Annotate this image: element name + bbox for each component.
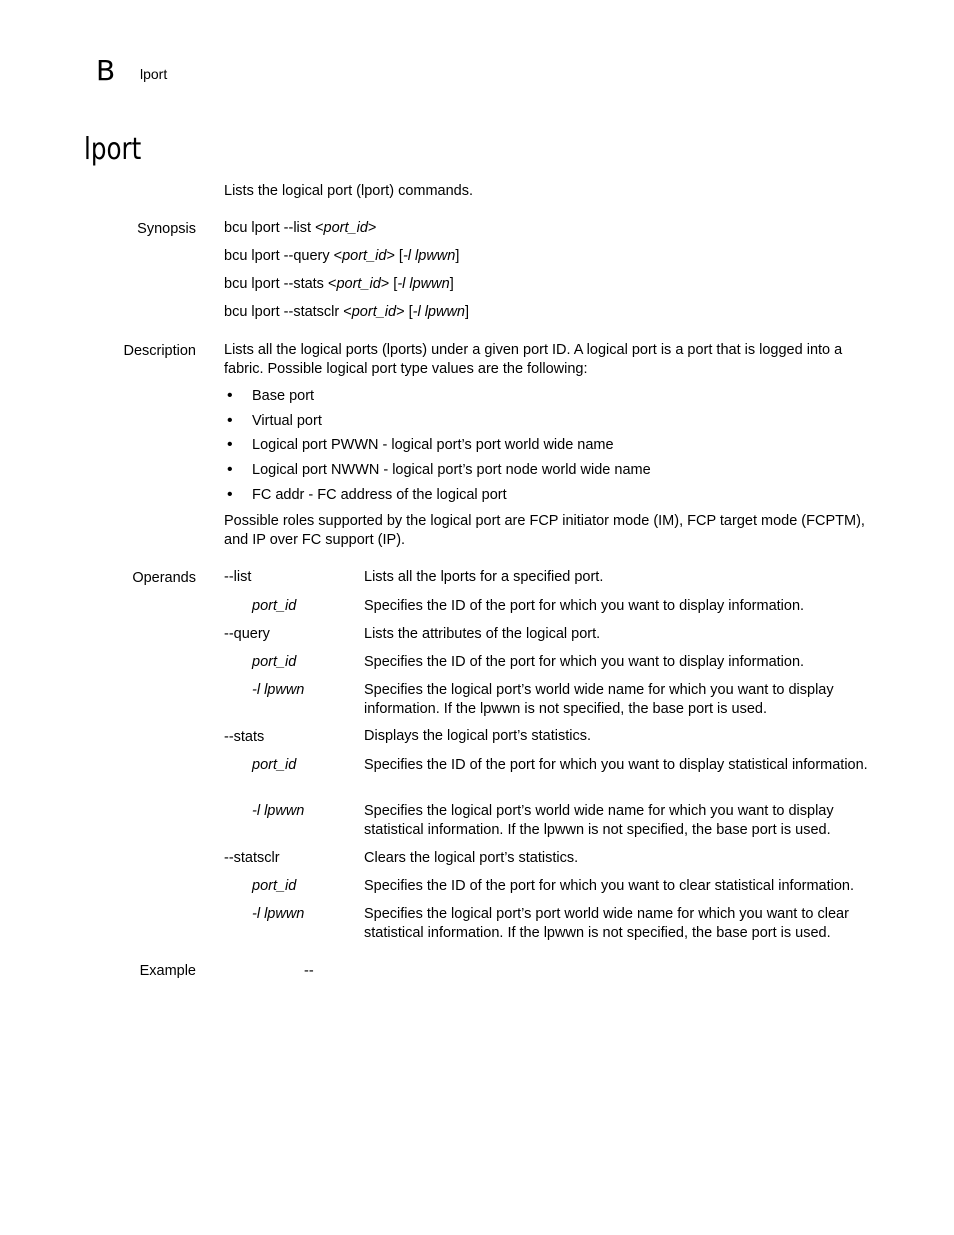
synopsis-prefix: bcu lport --	[224, 248, 294, 264]
synopsis-flag: -l lpwwn	[402, 248, 456, 264]
operand-name: -l lpwwn	[252, 682, 305, 698]
synopsis-command: list	[293, 220, 312, 236]
list-item-text: Logical port PWWN - logical port’s port world wide name	[252, 437, 614, 454]
synopsis-args: <	[329, 248, 343, 264]
synopsis-command: stats	[293, 276, 324, 292]
operand-description: Specifies the ID of the port for which you want to display information.	[364, 598, 805, 614]
operand-description: Lists all the lports for a specified port.	[364, 569, 604, 585]
synopsis-command: statsclr	[293, 304, 340, 320]
bullet-icon: •	[227, 485, 233, 503]
synopsis-flag: -l lpwwn	[397, 276, 450, 292]
synopsis-prefix: bcu lport --	[224, 220, 294, 236]
operand-name: -l lpwwn	[252, 906, 305, 922]
operand-name: --query	[224, 626, 270, 642]
synopsis-arg-port-id: port_id	[351, 304, 397, 320]
operand-description: Specifies the ID of the port for which you want to display information.	[364, 654, 805, 670]
bullet-icon: •	[227, 387, 233, 404]
synopsis-prefix: bcu lport --	[224, 276, 294, 292]
description-label: Description	[123, 343, 196, 359]
list-item-text: Virtual port	[252, 412, 322, 429]
synopsis-arg-port-id: port_id	[342, 248, 387, 264]
synopsis-line-query	[224, 247, 459, 265]
synopsis-end: ]	[449, 276, 454, 292]
operand-description: Lists the attributes of the logical port.	[364, 626, 601, 642]
list-item	[224, 461, 651, 486]
operand-name: -l lpwwn	[252, 803, 305, 819]
synopsis-arg-port-id: port_id	[323, 220, 368, 236]
synopsis-close: >	[367, 220, 377, 236]
operand-name: --list	[224, 569, 252, 585]
operand-description: Specifies the ID of the port for which you want to clear statistical information.	[364, 878, 855, 894]
synopsis-args: <	[323, 276, 337, 292]
synopsis-close: > [	[396, 304, 413, 320]
operand-name: port_id	[252, 757, 297, 773]
synopsis-args: <	[311, 220, 324, 236]
synopsis-args: <	[339, 304, 352, 320]
list-item	[224, 387, 651, 412]
running-header-section: lport	[140, 66, 168, 82]
list-item-text: Logical port NWWN - logical port’s port node world wide name	[252, 462, 651, 479]
operands-label: Operands	[132, 570, 196, 586]
bullet-icon: •	[227, 461, 233, 479]
operand-description: Clears the logical port’s statistics.	[364, 850, 579, 866]
list-item-text: FC addr - FC address of the logical port	[252, 486, 507, 503]
synopsis-flag: -l lpwwn	[412, 304, 465, 320]
synopsis-arg-port-id: port_id	[336, 276, 381, 292]
operand-name: port_id	[252, 654, 297, 670]
synopsis-line-statsclr	[224, 303, 469, 321]
operand-name: port_id	[252, 878, 297, 894]
operand-description: Displays the logical port’s statistics.	[364, 728, 591, 744]
operand-description: Specifies the ID of the port for which you want to display statistical information.	[364, 757, 868, 773]
example-value: --	[304, 963, 314, 979]
operand-name: port_id	[252, 598, 297, 614]
synopsis-close: > [	[380, 276, 398, 292]
synopsis-end: ]	[455, 248, 460, 264]
synopsis-end: ]	[464, 304, 470, 320]
list-item	[224, 412, 651, 437]
synopsis-label: Synopsis	[137, 221, 196, 237]
list-item-text: Base port	[252, 388, 315, 404]
synopsis-prefix: bcu lport --	[224, 304, 294, 320]
page-title: lport	[84, 132, 142, 167]
appendix-letter: B	[96, 54, 116, 87]
operand-name: --statsclr	[224, 850, 280, 866]
list-item	[224, 486, 651, 511]
operand-description: Specifies the logical port’s world wide name for which you want to display information. If the lpwwn is not specified, the base port is used.	[364, 682, 834, 717]
operand-description: Specifies the logical port’s world wide name for which you want to display statistical information. If the lpwwn is not specified, the base port is used.	[364, 803, 834, 838]
operand-name: --stats	[224, 729, 265, 745]
synopsis-line-list	[224, 219, 376, 237]
synopsis-command: query	[293, 248, 330, 264]
bullet-icon: •	[227, 436, 233, 454]
logical-port-type-list	[224, 387, 651, 510]
intro-text: Lists the logical port (lport) commands.	[224, 183, 474, 199]
list-item	[224, 436, 651, 461]
example-label: Example	[139, 963, 196, 979]
description-paragraph: Lists all the logical ports (lports) under a given port ID. A logical port is a port that is logged into a fabric. Possible logical port type values are the following:	[224, 342, 843, 377]
synopsis-line-stats	[224, 275, 454, 293]
roles-paragraph: Possible roles supported by the logical port are FCP initiator mode (IM), FCP target mode (FCPTM), and IP over FC support (IP).	[224, 513, 865, 548]
synopsis-close: > [	[386, 248, 403, 264]
operand-description: Specifies the logical port’s port world wide name for which you want to clear statistical information. If the lpwwn is not specified, the base port is used.	[364, 906, 849, 941]
bullet-icon: •	[227, 411, 233, 429]
